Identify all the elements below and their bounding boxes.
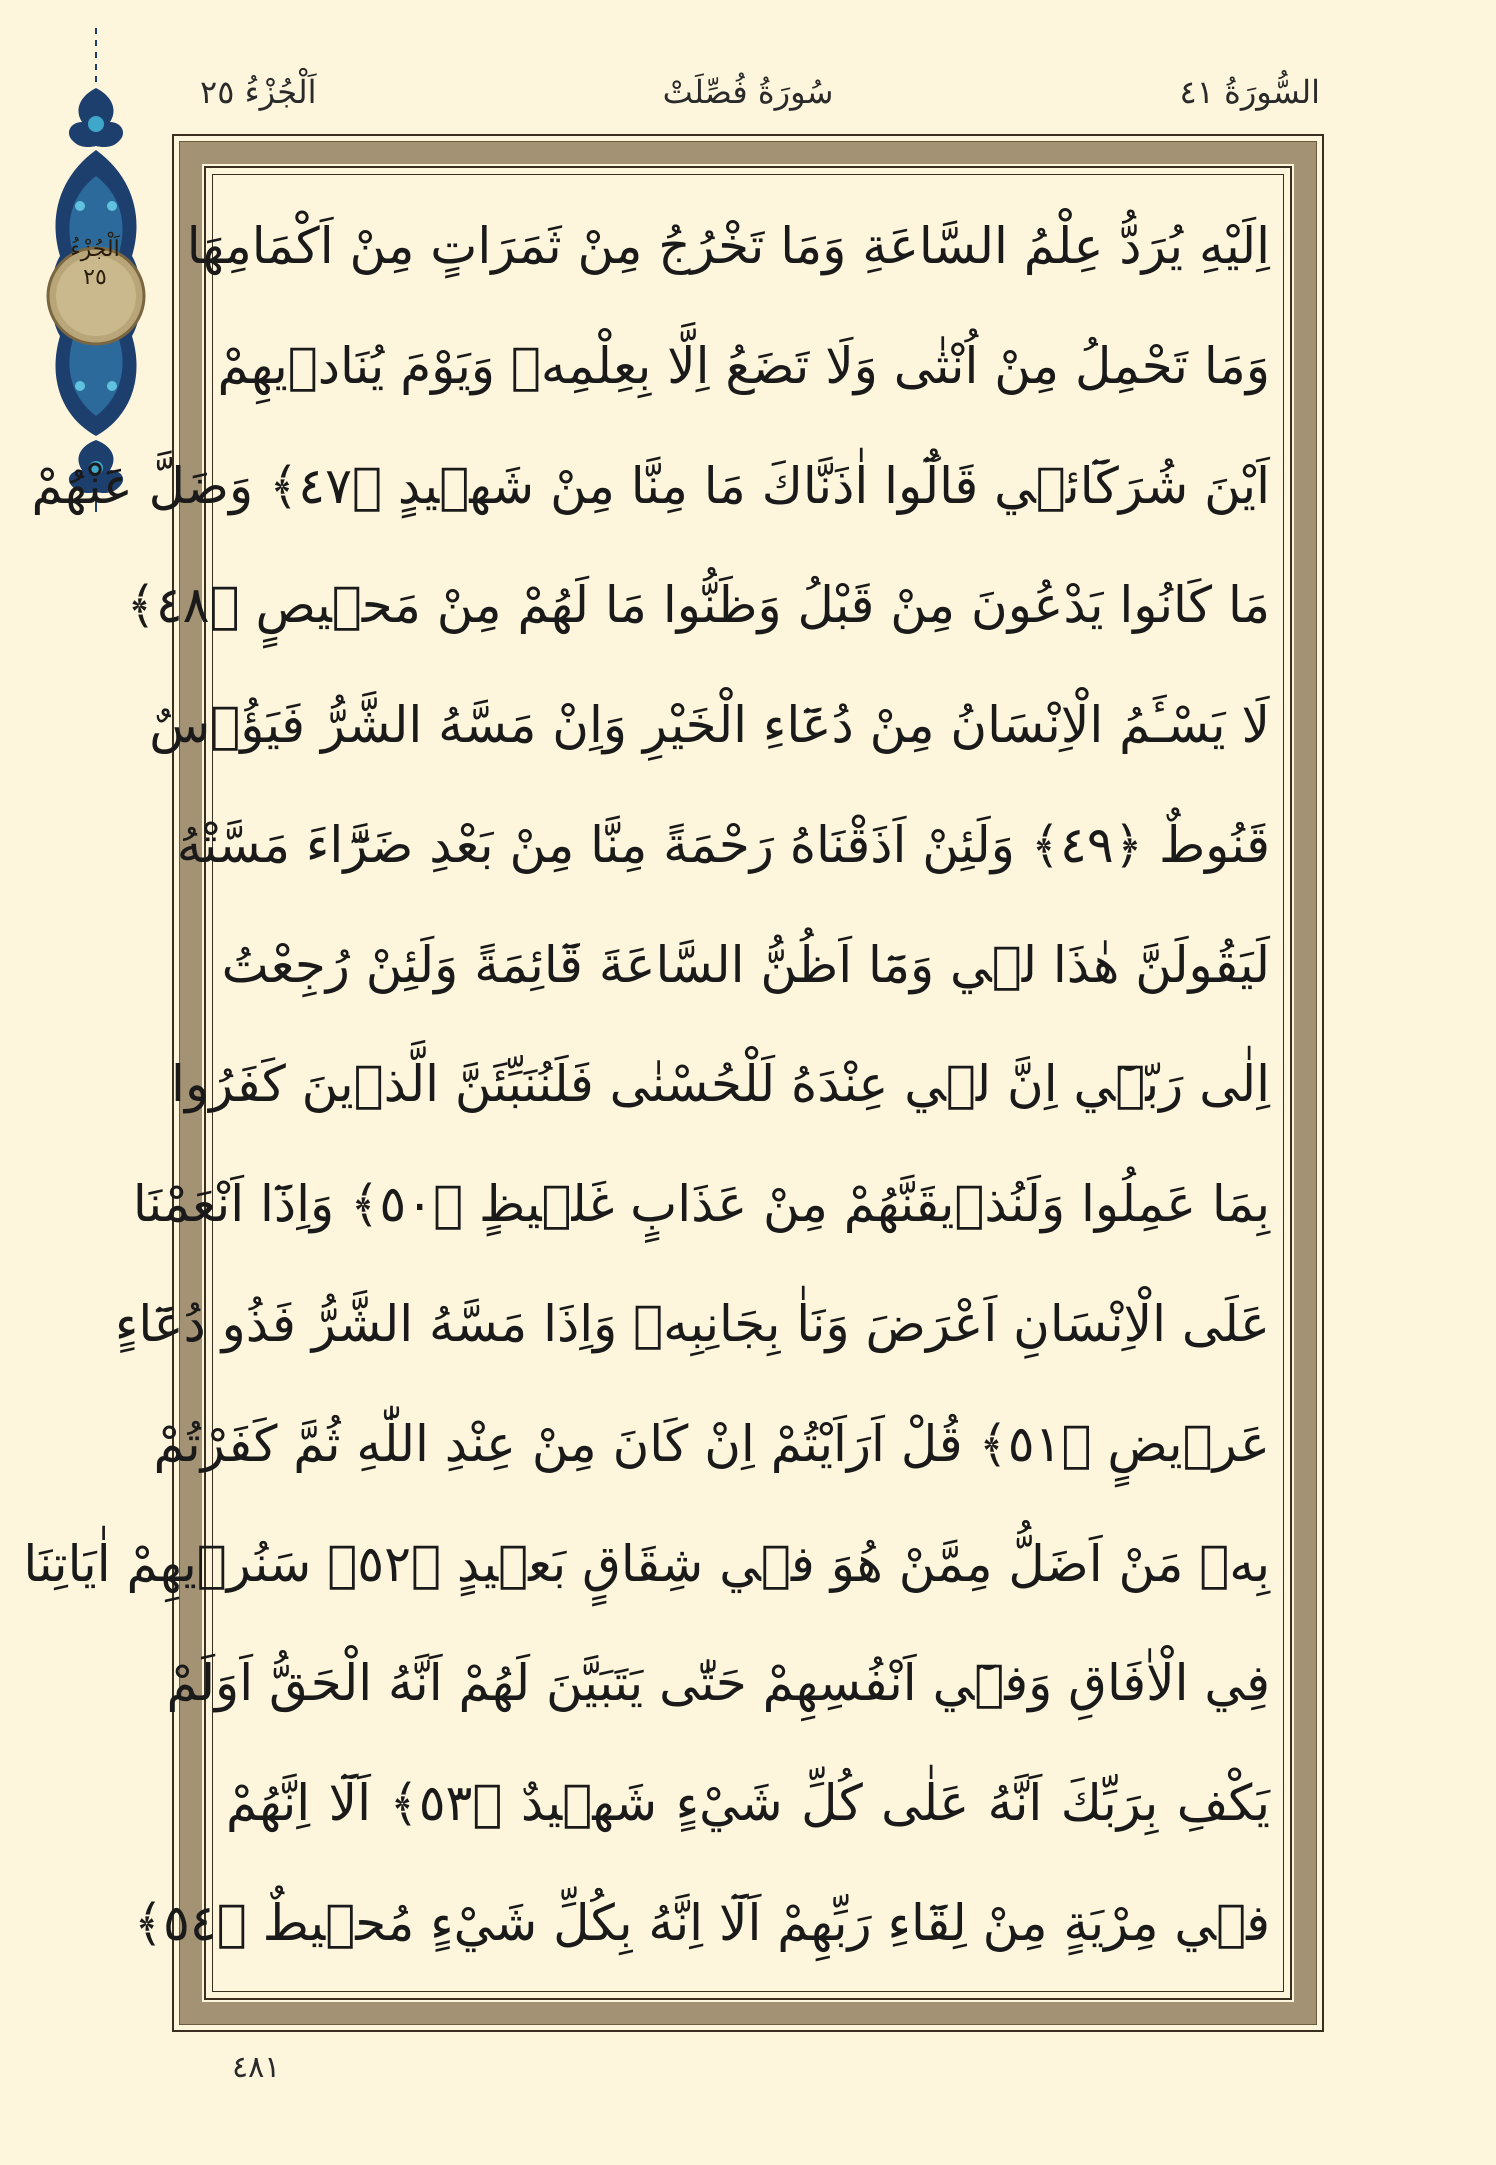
- juz-ornament-title: اَلْجُزْءُ: [70, 237, 120, 262]
- text-line: فِي الْاٰفَاقِ وَف۪ٓي اَنْفُسِهِمْ حَتّٰى يَتَبَيَّنَ لَهُمْ اَنَّهُ الْحَقُّ اَوَلَمْ: [166, 1654, 1270, 1713]
- text-line: بِه۪ مَنْ اَضَلُّ مِمَّنْ هُوَ ف۪ي شِقَاقٍ بَع۪يدٍ ﴿٥٢﴾ سَنُر۪يهِمْ اٰيَاتِنَا: [23, 1534, 1270, 1593]
- text-line: مَا كَانُوا يَدْعُونَ مِنْ قَبْلُ وَظَنُّوا مَا لَهُمْ مِنْ مَح۪يصٍ ﴿٤٨﴾: [126, 576, 1270, 635]
- text-line: لَيَقُولَنَّ هٰذَا ل۪ي وَمَٓا اَظُنُّ السَّاعَةَ قَٓائِمَةً وَلَئِنْ رُجِعْتُ: [221, 935, 1270, 994]
- text-line: عَر۪يضٍ ﴿٥١﴾ قُلْ اَرَاَيْتُمْ اِنْ كَانَ مِنْ عِنْدِ اللّٰهِ ثُمَّ كَفَرْتُمْ: [153, 1414, 1270, 1473]
- page-header: [200, 62, 1320, 122]
- juz-ornament-label: [55, 236, 135, 292]
- text-line: قَنُوطٌ ﴿٤٩﴾ وَلَئِنْ اَذَقْنَاهُ رَحْمَةً مِنَّا مِنْ بَعْدِ ضَرَّٓاءَ مَسَّتْهُ: [176, 815, 1270, 874]
- text-line: لَا يَسْـَٔمُ الْاِنْسَانُ مِنْ دُعَٓاءِ الْخَيْرِ وَاِنْ مَسَّهُ الشَّرُّ فَيَؤُ۫سٌ: [149, 696, 1270, 755]
- text-line: اِلٰى رَبّ۪ٓي اِنَّ ل۪ي عِنْدَهُ لَلْحُسْنٰى فَلَنُنَبِّئَنَّ الَّذ۪ينَ كَفَرُوا: [171, 1055, 1270, 1114]
- surah-name: سُورَةُ فُصِّلَتْ: [662, 73, 834, 111]
- text-line: يَكْفِ بِرَبِّكَ اَنَّهُ عَلٰى كُلِّ شَيْءٍ شَه۪يدٌ ﴿٥٣﴾ اَلَٓا اِنَّهُمْ: [226, 1774, 1270, 1833]
- juz-ornament-number: ٢٥: [83, 265, 107, 290]
- text-line: اَيْنَ شُرَكَٓائ۪ي قَالُٓوا اٰذَنَّاكَ مَا مِنَّا مِنْ شَه۪يدٍ ﴿٤٧﴾ وَضَلَّ عَنْهُمْ: [31, 456, 1270, 515]
- text-line: اِلَيْهِ يُرَدُّ عِلْمُ السَّاعَةِ وَمَا تَخْرُجُ مِنْ ثَمَرَاتٍ مِنْ اَكْمَامِهَا: [186, 217, 1270, 275]
- text-line: بِمَا عَمِلُوا وَلَنُذ۪يقَنَّهُمْ مِنْ عَذَابٍ غَل۪يظٍ ﴿٥٠﴾ وَاِذَٓا اَنْعَمْنَا: [132, 1175, 1270, 1234]
- page-number: ٤٨١: [232, 2050, 281, 2085]
- juz-number: اَلْجُزْءُ ٢٥: [200, 73, 317, 111]
- text-line: عَلَى الْاِنْسَانِ اَعْرَضَ وَنَاٰ بِجَانِبِه۪ وَاِذَا مَسَّهُ الشَّرُّ فَذُو دُعَٓاءٍ: [114, 1295, 1270, 1354]
- surah-number: السُّورَةُ ٤١: [1179, 73, 1320, 111]
- text-line: وَمَا تَحْمِلُ مِنْ اُنْثٰى وَلَا تَضَعُ اِلَّا بِعِلْمِه۪ وَيَوْمَ يُنَاد۪يهِمْ: [217, 336, 1270, 395]
- text-line: ف۪ي مِرْيَةٍ مِنْ لِقَٓاءِ رَبِّهِمْ اَلَٓا اِنَّهُ بِكُلِّ شَيْءٍ مُح۪يطٌ ﴿٥٤﴾: [133, 1893, 1270, 1952]
